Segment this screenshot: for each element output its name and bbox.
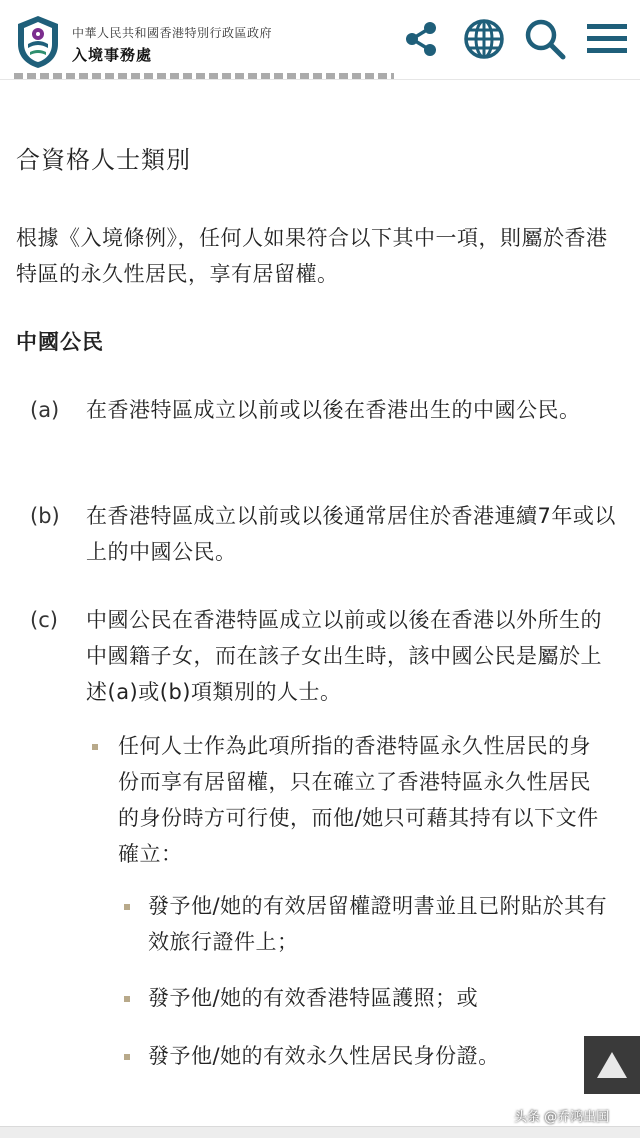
menu-button[interactable] — [584, 16, 630, 62]
browser-bottom-bar — [0, 1126, 640, 1138]
government-name: 中華人民共和國香港特別行政區政府 — [72, 26, 273, 40]
language-button[interactable] — [461, 16, 507, 62]
item-text: 在香港特區成立以前或以後通常居住於香港連續7年或以上的中國公民。 — [86, 504, 616, 564]
sub-bullet-item — [124, 888, 624, 960]
item-marker: (a) — [30, 398, 60, 422]
sub-bullet-item — [124, 980, 624, 1016]
category-heading: 中國公民 — [16, 330, 104, 354]
globe-icon — [462, 17, 506, 61]
share-icon — [401, 19, 441, 59]
item-text: 中國公民在香港特區成立以前或以後在香港以外所生的中國籍子女，而在該子女出生時，該中國公民是屬於上述(a)或(b)項類別的人士。 — [86, 608, 602, 704]
list-item-c — [30, 602, 620, 710]
list-item-b — [30, 498, 620, 570]
item-marker: (c) — [30, 608, 58, 632]
triangle-up-icon — [595, 1050, 629, 1080]
share-button[interactable] — [398, 16, 444, 62]
watermark-text: 头条 @乔鸿出国 — [514, 1110, 610, 1125]
back-to-top-button[interactable] — [584, 1036, 640, 1094]
sub-bullet-item — [124, 1038, 624, 1074]
item-text: 在香港特區成立以前或以後在香港出生的中國公民。 — [86, 398, 581, 422]
department-name: 入境事務處 — [72, 46, 153, 64]
bullet-item — [92, 728, 612, 872]
list-item-a — [30, 392, 620, 464]
search-button[interactable] — [522, 16, 568, 62]
bullet-square-icon — [124, 996, 130, 1002]
sub-bullet-text: 發予他/她的有效香港特區護照；或 — [148, 986, 479, 1010]
sub-bullet-text: 發予他/她的有效居留權證明書並且已附貼於其有效旅行證件上； — [148, 894, 608, 954]
search-icon — [523, 17, 567, 61]
intro-paragraph: 根據《入境條例》，任何人如果符合以下其中一項，則屬於香港特區的永久性居民，享有居留權。 — [16, 226, 608, 286]
menu-icon — [585, 19, 629, 59]
bullet-text: 任何人士作為此項所指的香港特區永久性居民的身份而享有居留權，只在確立了香港特區永久性居民的身份時方可行使，而他/她只可藉其持有以下文件確立： — [118, 734, 599, 866]
bullet-square-icon — [124, 1054, 130, 1060]
bullet-square-icon — [124, 904, 130, 910]
sub-bullet-text: 發予他/她的有效永久性居民身份證。 — [148, 1044, 500, 1068]
bullet-square-icon — [92, 744, 98, 750]
hk-emblem-logo[interactable] — [14, 14, 62, 70]
clipped-text-line — [14, 68, 394, 82]
section-title: 合資格人士類別 — [16, 146, 191, 174]
item-marker: (b) — [30, 504, 60, 528]
